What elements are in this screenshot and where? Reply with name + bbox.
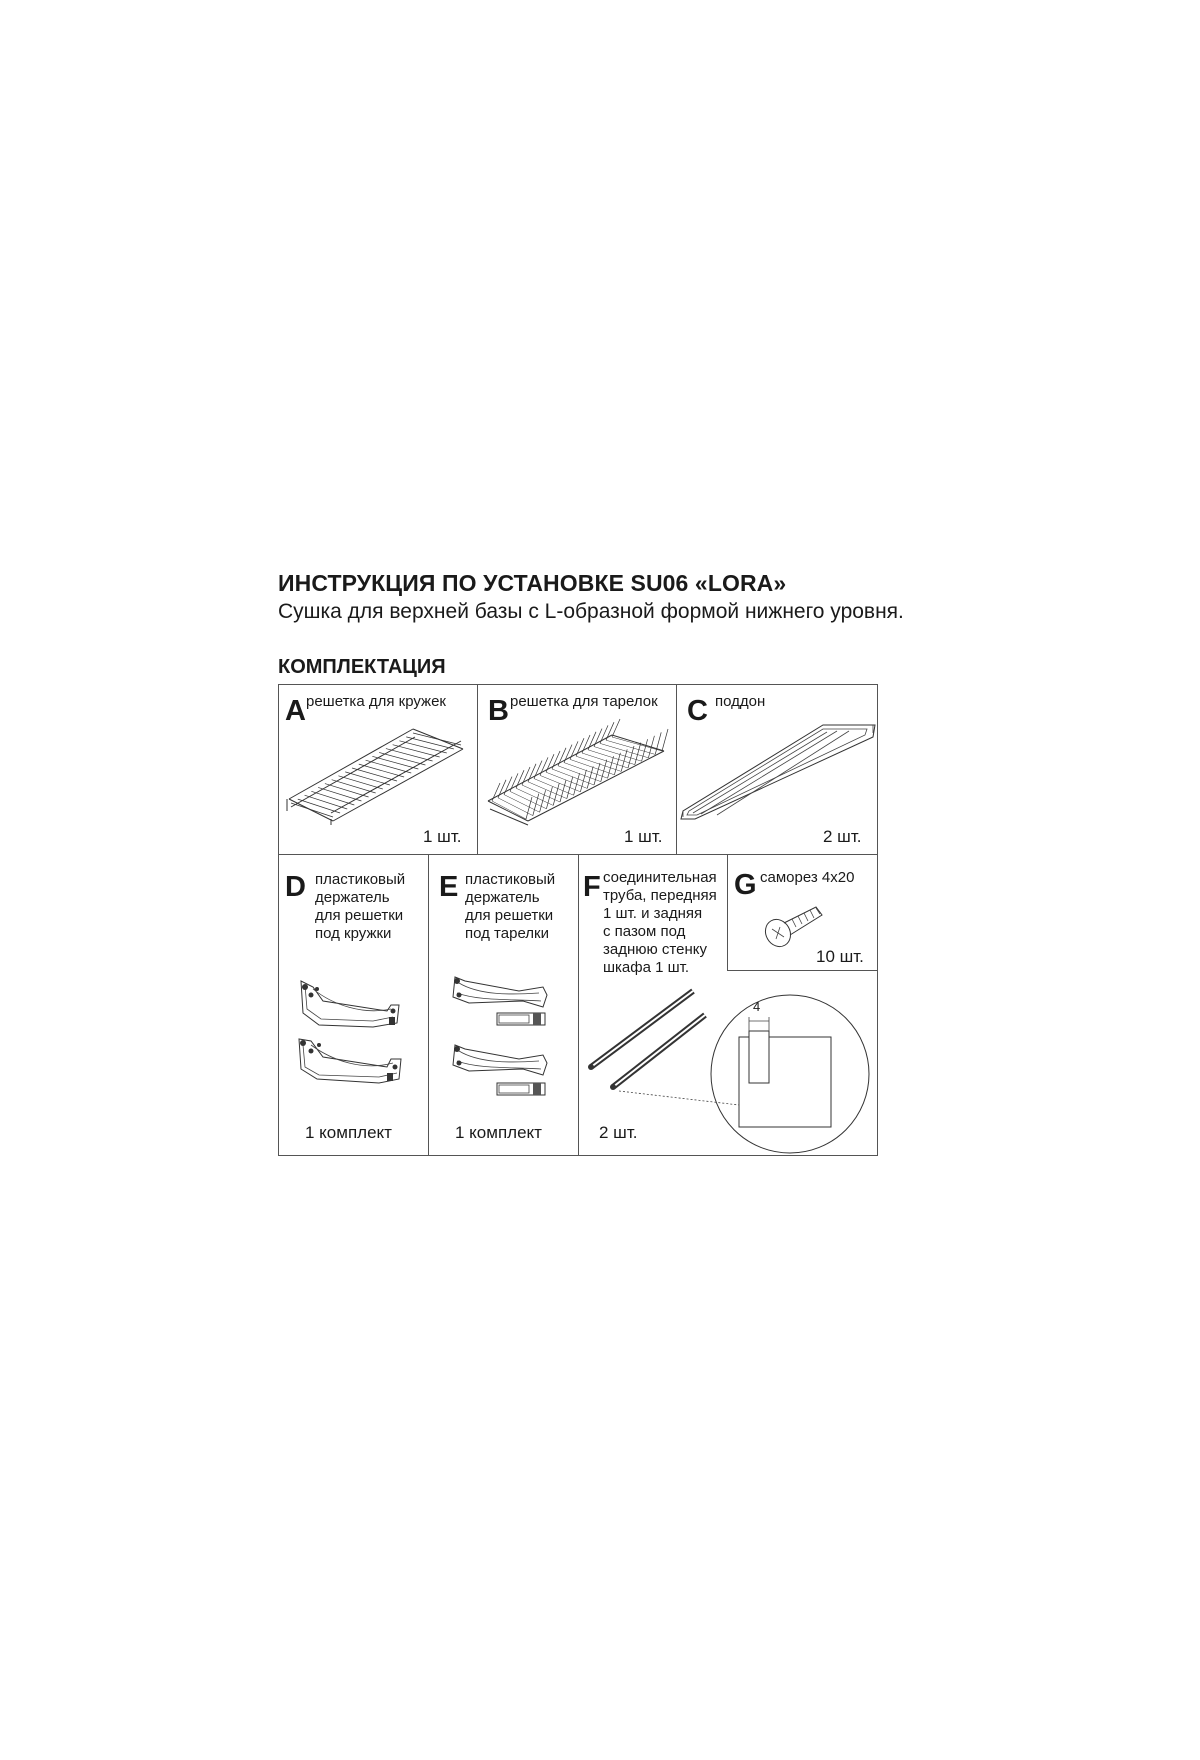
plate-rack-drawing-icon <box>482 721 672 825</box>
part-cell-b <box>478 685 677 855</box>
part-letter-g: G <box>734 869 757 901</box>
part-quantity-c: 2 шт. <box>823 827 862 846</box>
part-letter-a: A <box>285 695 306 727</box>
document-subtitle: Сушка для верхней базы с L-образной формой нижнего уровня. <box>278 600 904 623</box>
part-caption-g: саморез 4х20 <box>760 869 855 886</box>
part-caption-b: решетка для тарелок <box>510 693 658 710</box>
section-heading-kit: КОМПЛЕКТАЦИЯ <box>278 656 446 678</box>
part-letter-c: C <box>687 695 708 727</box>
part-quantity-f: 2 шт. <box>599 1123 638 1142</box>
part-quantity-a: 1 шт. <box>423 827 462 846</box>
part-letter-e: E <box>439 871 459 903</box>
part-cell-e <box>429 855 579 1155</box>
detail-dimension-label: 4 <box>753 999 761 1014</box>
part-caption-e: пластиковый держатель для решетки под тарелки <box>465 871 556 942</box>
screw-drawing-icon <box>758 901 828 951</box>
part-quantity-e: 1 комплект <box>455 1123 542 1142</box>
part-letter-f: F <box>583 871 601 903</box>
part-caption-d: пластиковый держатель для решетки под кружки <box>315 871 406 942</box>
part-cell-g <box>727 855 877 971</box>
document-title: ИНСТРУКЦИЯ ПО УСТАНОВКЕ SU06 «LORA» <box>278 570 787 596</box>
part-quantity-d: 1 комплект <box>305 1123 392 1142</box>
part-letter-d: D <box>285 871 306 903</box>
part-letter-b: B <box>488 695 509 727</box>
part-quantity-b: 1 шт. <box>624 827 663 846</box>
parts-grid <box>278 684 878 1156</box>
plate-rack-holder-drawing-icon <box>449 973 559 1113</box>
drip-tray-drawing-icon <box>677 721 877 821</box>
part-cell-c <box>677 685 877 855</box>
part-caption-a: решетка для кружек <box>306 693 446 710</box>
mug-rack-holder-drawing-icon <box>293 975 413 1105</box>
part-cell-d <box>279 855 429 1155</box>
part-quantity-g: 10 шт. <box>816 947 864 966</box>
mug-rack-drawing-icon <box>283 725 473 825</box>
part-cell-a <box>279 685 478 855</box>
part-caption-c: поддон <box>715 693 766 710</box>
part-caption-f: соединительная труба, передняя 1 шт. и задняя с пазом под заднюю стенку шкафа 1 шт. <box>603 869 717 976</box>
